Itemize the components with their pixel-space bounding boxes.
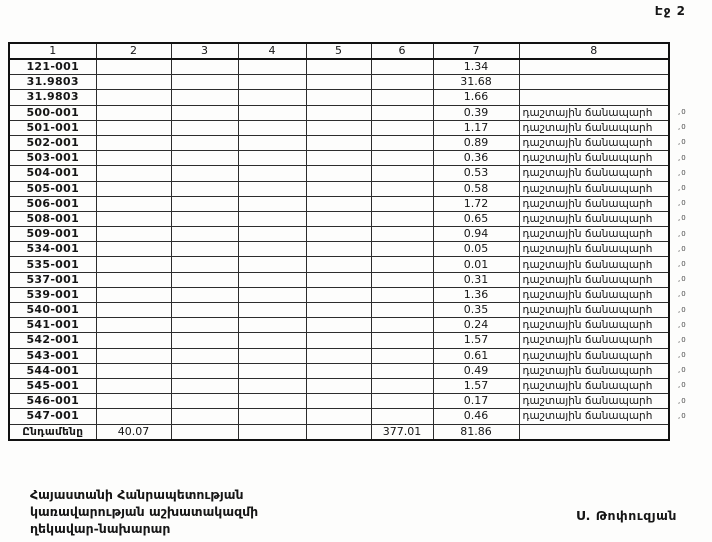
- table-cell: [171, 166, 238, 181]
- table-row: [9, 211, 669, 226]
- table-cell: [171, 378, 238, 393]
- table-cell: [96, 272, 171, 287]
- table-cell: [96, 166, 171, 181]
- table-cell: դաշտային ճանապարհ: [519, 272, 669, 287]
- margin-cutoff-mark: ,0: [678, 275, 687, 284]
- table-cell: դաշտային ճանապարհ: [519, 394, 669, 409]
- table-row: [9, 272, 669, 287]
- table-row: [9, 242, 669, 257]
- signature-name: Ս. Թոփուզյան: [576, 508, 677, 523]
- table-cell: 537-001: [9, 272, 96, 287]
- table-cell: [96, 75, 171, 90]
- table-cell: [238, 227, 306, 242]
- table-cell: 0.39: [433, 105, 519, 120]
- table-cell: [371, 59, 433, 75]
- table-cell: [306, 211, 371, 226]
- table-cell: դաշտային ճանապարհ: [519, 257, 669, 272]
- table-cell: [238, 120, 306, 135]
- column-header: 6: [371, 43, 433, 59]
- table-cell: 121-001: [9, 59, 96, 75]
- table-cell: [371, 394, 433, 409]
- table-cell: [306, 75, 371, 90]
- table-cell: [306, 409, 371, 424]
- table-cell: [171, 409, 238, 424]
- margin-cutoff-mark: ,0: [678, 184, 687, 192]
- table-cell: [306, 151, 371, 166]
- table-cell: [171, 348, 238, 363]
- table-cell: [238, 75, 306, 90]
- table-cell: [96, 242, 171, 257]
- table-cell: [306, 348, 371, 363]
- table-cell: [96, 105, 171, 120]
- table-cell: [238, 363, 306, 378]
- table-cell: [371, 257, 433, 272]
- table-cell: [306, 378, 371, 393]
- table-row: [9, 135, 669, 150]
- table-cell: 0.17: [433, 394, 519, 409]
- margin-cutoff-mark: ,0: [678, 199, 687, 208]
- margin-cutoff-mark: ,0: [678, 168, 687, 177]
- table-row: [9, 90, 669, 105]
- table-cell: [238, 211, 306, 226]
- table-cell: [371, 348, 433, 363]
- margin-cutoff-mark: ,0: [678, 229, 687, 238]
- table-cell: 0.65: [433, 211, 519, 226]
- table-cell: 0.61: [433, 348, 519, 363]
- table-cell: [371, 409, 433, 424]
- table-cell: [96, 181, 171, 196]
- table-cell: [306, 120, 371, 135]
- table-cell: [371, 166, 433, 181]
- margin-cutoff-mark: ,0: [678, 411, 687, 420]
- table-row: [9, 378, 669, 393]
- table-row: [9, 333, 669, 348]
- table-cell: 1.34: [433, 59, 519, 75]
- table-cell: 1.66: [433, 90, 519, 105]
- footer-org-line: Հայաստանի Հանրապետության: [30, 487, 244, 502]
- table-cell: դաշտային ճանապարհ: [519, 287, 669, 302]
- table-cell: [171, 135, 238, 150]
- table-cell: [371, 211, 433, 226]
- table-row: [9, 318, 669, 333]
- table-cell: [306, 196, 371, 211]
- table-row: [9, 409, 669, 424]
- table-cell: [96, 135, 171, 150]
- table-cell: [371, 105, 433, 120]
- table-cell: դաշտային ճանապարհ: [519, 181, 669, 196]
- table-cell: դաշտային ճանապարհ: [519, 303, 669, 318]
- table-cell: 40.07: [96, 424, 171, 440]
- table-cell: [306, 394, 371, 409]
- table-cell: [171, 227, 238, 242]
- table-cell: 377.01: [371, 424, 433, 440]
- margin-cutoff-mark: ,0: [678, 396, 687, 405]
- table-row: [9, 394, 669, 409]
- table-cell: [371, 120, 433, 135]
- table-cell: [238, 135, 306, 150]
- table-cell: [171, 242, 238, 257]
- table-cell: [96, 378, 171, 393]
- table-cell: [96, 211, 171, 226]
- margin-cutoff-mark: ,0: [678, 320, 687, 329]
- table-cell: դաշտային ճանապարհ: [519, 120, 669, 135]
- table-cell: [171, 363, 238, 378]
- table-cell: [171, 105, 238, 120]
- table-cell: 1.57: [433, 378, 519, 393]
- table-cell: [306, 105, 371, 120]
- page-number-label: Էջ 2: [654, 4, 686, 18]
- table-cell: [371, 75, 433, 90]
- table-cell: [306, 166, 371, 181]
- table-cell: [371, 318, 433, 333]
- table-cell: [371, 287, 433, 302]
- table-cell: [96, 409, 171, 424]
- table-cell: [96, 257, 171, 272]
- table-cell: 502-001: [9, 135, 96, 150]
- table-cell: [306, 287, 371, 302]
- table-cell: [371, 333, 433, 348]
- table-cell: դաշտային ճանապարհ: [519, 409, 669, 424]
- table-cell: [171, 257, 238, 272]
- table-cell: [171, 181, 238, 196]
- table-cell: 545-001: [9, 378, 96, 393]
- table-cell: [96, 196, 171, 211]
- table-cell: [371, 151, 433, 166]
- table-row: [9, 363, 669, 378]
- table-cell: դաշտային ճանապարհ: [519, 166, 669, 181]
- table-cell: 0.94: [433, 227, 519, 242]
- table-cell: 0.53: [433, 166, 519, 181]
- table-row: [9, 75, 669, 90]
- table-cell: [96, 333, 171, 348]
- table-cell: [238, 348, 306, 363]
- table-cell: 0.05: [433, 242, 519, 257]
- table-cell: [171, 318, 238, 333]
- table-cell: 0.46: [433, 409, 519, 424]
- table-cell: [306, 303, 371, 318]
- table-cell: դաշտային ճանապարհ: [519, 333, 669, 348]
- table-cell: 535-001: [9, 257, 96, 272]
- table-cell: [238, 257, 306, 272]
- table-cell: 81.86: [433, 424, 519, 440]
- table-cell: [306, 90, 371, 105]
- table-cell: [238, 318, 306, 333]
- table-cell: 1.17: [433, 120, 519, 135]
- table-cell: [306, 363, 371, 378]
- table-cell: [171, 211, 238, 226]
- table-cell: 31.68: [433, 75, 519, 90]
- table-cell: [306, 59, 371, 75]
- table-cell: 504-001: [9, 166, 96, 181]
- table-cell: [238, 409, 306, 424]
- table-row: [9, 59, 669, 75]
- table-cell: [96, 151, 171, 166]
- table-cell: [238, 181, 306, 196]
- footer-org-line: ղեկավար-նախարար: [30, 521, 171, 536]
- table-cell: Ընդամենը: [9, 424, 96, 440]
- table-cell: 542-001: [9, 333, 96, 348]
- table-row: [9, 196, 669, 211]
- table-cell: 31.9803: [9, 75, 96, 90]
- table-cell: [96, 287, 171, 302]
- table-row: [9, 287, 669, 302]
- table-cell: 0.35: [433, 303, 519, 318]
- margin-cutoff-mark: ,0: [678, 244, 687, 253]
- table-cell: դաշտային ճանապարհ: [519, 378, 669, 393]
- table-cell: [306, 181, 371, 196]
- table-cell: [96, 348, 171, 363]
- table-row: [9, 181, 669, 196]
- table-cell: [96, 227, 171, 242]
- parcel-table: [8, 42, 670, 441]
- table-cell: [96, 303, 171, 318]
- table-cell: 505-001: [9, 181, 96, 196]
- column-header: 3: [171, 43, 238, 59]
- table-cell: [371, 181, 433, 196]
- margin-cutoff-mark: ,0: [678, 123, 687, 132]
- margin-cutoff-mark: ,0: [678, 351, 687, 360]
- table-cell: 31.9803: [9, 90, 96, 105]
- table-cell: 546-001: [9, 394, 96, 409]
- table-cell: [371, 272, 433, 287]
- table-cell: [238, 303, 306, 318]
- table-cell: 500-001: [9, 105, 96, 120]
- table-cell: 501-001: [9, 120, 96, 135]
- margin-cutoff-mark: ,0: [678, 108, 687, 117]
- table-cell: 0.01: [433, 257, 519, 272]
- column-header: 8: [519, 43, 669, 59]
- table-cell: 540-001: [9, 303, 96, 318]
- margin-cutoff-mark: ,0: [678, 153, 687, 162]
- table-cell: 1.57: [433, 333, 519, 348]
- table-cell: [238, 378, 306, 393]
- table-cell: [238, 105, 306, 120]
- table-row: [9, 303, 669, 318]
- table-cell: 0.89: [433, 135, 519, 150]
- table-cell: դաշտային ճանապարհ: [519, 135, 669, 150]
- table-cell: դաշտային ճանապարհ: [519, 363, 669, 378]
- table-cell: [306, 318, 371, 333]
- table-cell: 509-001: [9, 227, 96, 242]
- margin-cutoff-mark: ,0: [678, 214, 687, 223]
- table-cell: 547-001: [9, 409, 96, 424]
- table-cell: [171, 75, 238, 90]
- table-cell: [238, 242, 306, 257]
- table-cell: [171, 333, 238, 348]
- table-cell: [171, 424, 238, 440]
- table-cell: [306, 227, 371, 242]
- table-cell: [96, 318, 171, 333]
- table-cell: դաշտային ճանապարհ: [519, 227, 669, 242]
- column-header: 2: [96, 43, 171, 59]
- table-total-row: [9, 424, 669, 440]
- table-cell: [96, 90, 171, 105]
- table-cell: [238, 151, 306, 166]
- table-cell: դաշտային ճանապարհ: [519, 211, 669, 226]
- table-cell: [306, 333, 371, 348]
- table-cell: [238, 394, 306, 409]
- table-cell: [519, 90, 669, 105]
- table-cell: [96, 120, 171, 135]
- table-cell: 543-001: [9, 348, 96, 363]
- table-cell: [171, 394, 238, 409]
- margin-cutoff-mark: ,0: [678, 290, 687, 299]
- table-row: [9, 257, 669, 272]
- table-row: [9, 227, 669, 242]
- margin-cutoff-mark: ,0: [678, 138, 687, 147]
- table-cell: [519, 59, 669, 75]
- table-cell: [306, 272, 371, 287]
- table-row: [9, 120, 669, 135]
- table-cell: [371, 227, 433, 242]
- table-row: [9, 166, 669, 181]
- column-header: 5: [306, 43, 371, 59]
- footer-org-line: կառավարության աշխատակազմի: [30, 504, 259, 519]
- table-cell: [238, 272, 306, 287]
- table-cell: [238, 287, 306, 302]
- table-cell: [519, 424, 669, 440]
- column-header: 7: [433, 43, 519, 59]
- table-cell: 539-001: [9, 287, 96, 302]
- table-cell: 508-001: [9, 211, 96, 226]
- table-cell: [519, 75, 669, 90]
- table-cell: [371, 242, 433, 257]
- table-cell: 0.24: [433, 318, 519, 333]
- table-cell: [171, 196, 238, 211]
- table-cell: [238, 424, 306, 440]
- column-header: 1: [9, 43, 96, 59]
- table-cell: [371, 90, 433, 105]
- table-cell: 1.36: [433, 287, 519, 302]
- table-cell: 1.72: [433, 196, 519, 211]
- table-cell: [171, 59, 238, 75]
- column-header: 4: [238, 43, 306, 59]
- table-cell: դաշտային ճանապարհ: [519, 318, 669, 333]
- table-header-row: [9, 43, 669, 59]
- table-cell: [238, 90, 306, 105]
- table-cell: դաշտային ճանապարհ: [519, 105, 669, 120]
- table-row: [9, 151, 669, 166]
- table-cell: 0.31: [433, 272, 519, 287]
- table-cell: [306, 424, 371, 440]
- margin-cutoff-mark: ,0: [678, 335, 687, 344]
- table-row: [9, 105, 669, 120]
- table-cell: [371, 378, 433, 393]
- table-cell: [371, 303, 433, 318]
- table-cell: դաշտային ճանապարհ: [519, 196, 669, 211]
- table-cell: [238, 166, 306, 181]
- margin-cutoff-mark: ,0: [678, 259, 687, 268]
- table-cell: դաշտային ճանապարհ: [519, 151, 669, 166]
- table-cell: [171, 120, 238, 135]
- table-cell: դաշտային ճանապարհ: [519, 242, 669, 257]
- margin-cutoff-mark: ,0: [678, 305, 687, 314]
- table-row: [9, 348, 669, 363]
- table-cell: [96, 59, 171, 75]
- table-cell: [238, 196, 306, 211]
- table-cell: [371, 196, 433, 211]
- table-cell: [238, 59, 306, 75]
- table-cell: [238, 333, 306, 348]
- table-cell: 544-001: [9, 363, 96, 378]
- table-cell: [306, 135, 371, 150]
- table-cell: [306, 242, 371, 257]
- table-cell: [96, 363, 171, 378]
- table-cell: [171, 287, 238, 302]
- table-cell: [171, 272, 238, 287]
- table-cell: դաշտային ճանապարհ: [519, 348, 669, 363]
- table-cell: 0.58: [433, 181, 519, 196]
- footer-organization: [30, 486, 258, 537]
- table-cell: [171, 90, 238, 105]
- table-cell: [371, 363, 433, 378]
- table-cell: [171, 151, 238, 166]
- table-cell: 506-001: [9, 196, 96, 211]
- table-cell: 541-001: [9, 318, 96, 333]
- margin-cutoff-mark: ,0: [678, 381, 687, 390]
- table-cell: 534-001: [9, 242, 96, 257]
- table-cell: [96, 394, 171, 409]
- table-cell: 0.49: [433, 363, 519, 378]
- table-cell: [171, 303, 238, 318]
- table-cell: [306, 257, 371, 272]
- table-cell: [371, 135, 433, 150]
- table-cell: 503-001: [9, 151, 96, 166]
- margin-cutoff-mark: ,0: [678, 366, 687, 375]
- table-cell: 0.36: [433, 151, 519, 166]
